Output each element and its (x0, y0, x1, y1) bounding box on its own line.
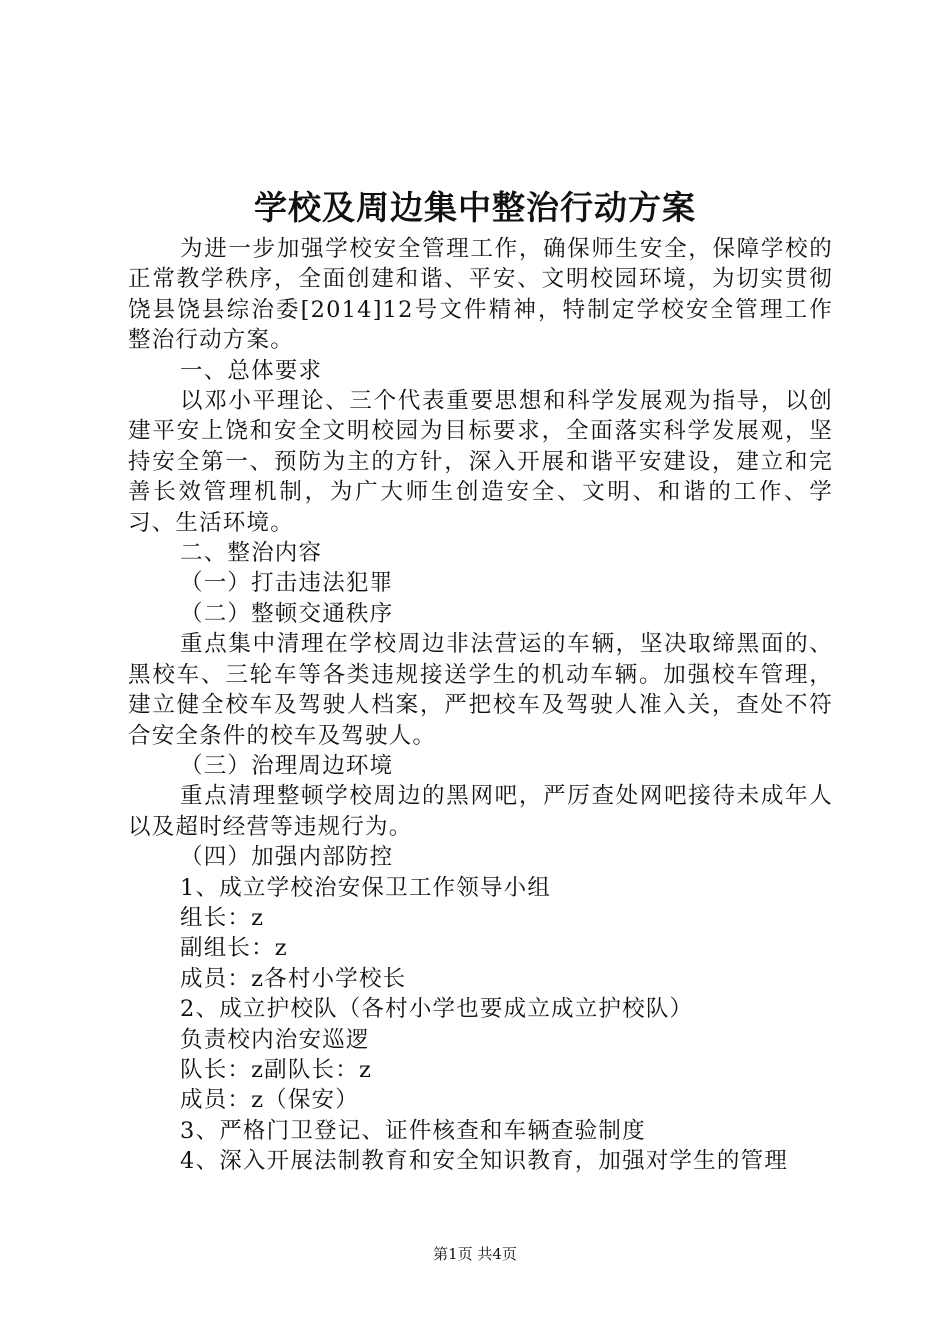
list-item: 3、严格门卫登记、证件核查和车辆查验制度 (180, 1117, 646, 1144)
list-item: 负责校内治安巡逻 (180, 1026, 370, 1053)
subheading-internal-control: （四）加强内部防控 (180, 844, 394, 871)
heading-rectification-content: 二、整治内容 (180, 540, 323, 567)
subheading-traffic: （二）整顿交通秩序 (180, 600, 394, 627)
list-item: 成员：z（保安） (180, 1087, 359, 1114)
paragraph-intro: 为进一步加强学校安全管理工作，确保师生安全，保障学校的正常教学秩序，全面创建和谐、平安、文明校园环境，为切实贯彻饶县饶县综治委[2014]12号文件精神，特制定学校安全管理工作整治行动方案。 (128, 236, 833, 354)
subheading-crime: （一）打击违法犯罪 (180, 570, 394, 597)
heading-general-requirements: 一、总体要求 (180, 357, 323, 384)
page-number: 第1页 共4页 (433, 1245, 517, 1263)
list-item: 2、成立护校队（各村小学也要成立成立护校队） (180, 996, 694, 1023)
paragraph-environment: 重点清理整顿学校周边的黑网吧，严厉查处网吧接待未成年人以及超时经营等违规行为。 (128, 783, 833, 840)
paragraph-general-requirements: 以邓小平理论、三个代表重要思想和科学发展观为指导，以创建平安上饶和安全文明校园为目标要求，全面落实科学发展观，坚持安全第一、预防为主的方针，深入开展和谐平安建设，建立和完善长效管理机制，为广大师生创造安全、文明、和谐的工作、学习、生活环境。 (128, 388, 833, 536)
list-item: 1、成立学校治安保卫工作领导小组 (180, 874, 552, 901)
list-item: 成员：z各村小学校长 (180, 965, 407, 992)
list-item: 队长：z副队长：z (180, 1056, 373, 1083)
list-item: 副组长：z (180, 935, 288, 962)
document-title: 学校及周边集中整治行动方案 (254, 188, 696, 227)
document-body (128, 234, 833, 1177)
list-item: 组长：z (180, 904, 265, 931)
subheading-environment: （三）治理周边环境 (180, 752, 394, 779)
list-item: 4、深入开展法制教育和安全知识教育，加强对学生的管理 (180, 1148, 789, 1175)
paragraph-traffic: 重点集中清理在学校周边非法营运的车辆，坚决取缔黑面的、黑校车、三轮车等各类违规接送学生的机动车辆。加强校车管理，建立健全校车及驾驶人档案，严把校车及驾驶人准入关，查处不符合安全条件的校车及驾驶人。 (128, 631, 833, 749)
